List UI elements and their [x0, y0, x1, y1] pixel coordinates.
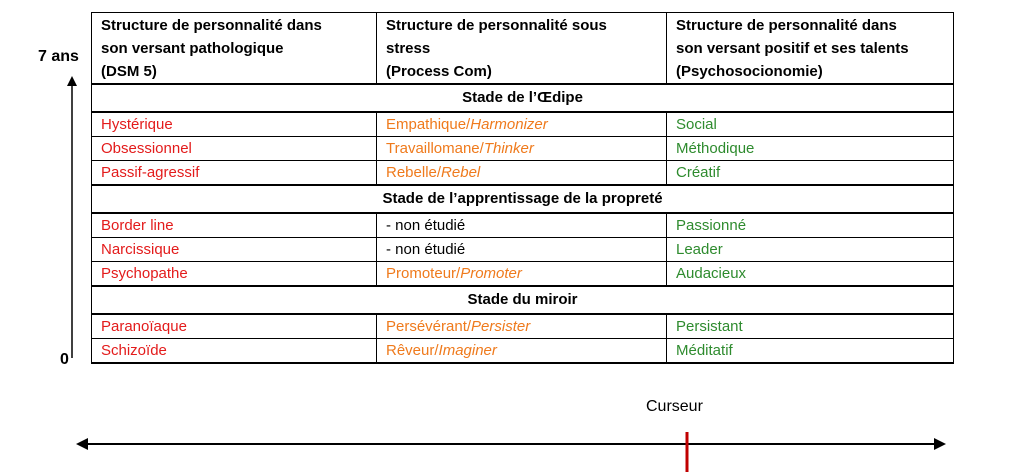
- stress-label-en: Rebel: [441, 164, 481, 181]
- header-line: son versant positif et ses talents: [676, 40, 909, 57]
- cursor-axis: [76, 432, 946, 472]
- pathological-cell: Psychopathe: [92, 262, 377, 287]
- stage-header-row: [92, 286, 954, 314]
- header-stress: [377, 13, 667, 85]
- stage-header-row: [92, 84, 954, 112]
- header-line: Structure de personnalité dans: [676, 17, 897, 34]
- talent-cell: Social: [667, 112, 954, 137]
- pathological-cell: Obsessionnel: [92, 137, 377, 161]
- table-header-row: [92, 13, 954, 85]
- talent-cell: Audacieux: [667, 262, 954, 287]
- talent-cell: Créatif: [667, 161, 954, 186]
- header-line: (DSM 5): [101, 63, 157, 80]
- right-arrow-head: [934, 438, 946, 450]
- pathological-cell: Passif-agressif: [92, 161, 377, 186]
- stress-label-en: Promoter: [460, 265, 522, 282]
- header-line: stress: [386, 40, 431, 57]
- table-row: [92, 339, 954, 364]
- stress-label-en: Thinker: [483, 140, 534, 157]
- header-pathological: [92, 13, 377, 85]
- stress-label-fr: Travaillomane/: [386, 140, 484, 157]
- stage-header-row: [92, 185, 954, 213]
- header-talent: [667, 13, 954, 85]
- personality-structure-table: [91, 12, 954, 364]
- stress-label-en: Harmonizer: [470, 116, 548, 133]
- table-row: [92, 161, 954, 186]
- vertical-age-arrow: [65, 76, 79, 358]
- pathological-cell: Hystérique: [92, 112, 377, 137]
- stress-label-en: Imaginer: [438, 342, 497, 359]
- table-row: [92, 112, 954, 137]
- stress-cell: [377, 213, 667, 238]
- header-line: (Psychosocionomie): [676, 63, 823, 80]
- talent-cell: Méditatif: [667, 339, 954, 364]
- table-row: [92, 262, 954, 287]
- stress-cell: [377, 137, 667, 161]
- stress-label-fr: - non étudié: [386, 217, 466, 234]
- header-line: Structure de personnalité dans: [101, 17, 322, 34]
- talent-cell: Leader: [667, 238, 954, 262]
- stage-title: Stade de l’apprentissage de la propreté: [92, 185, 954, 213]
- header-line: (Process Com): [386, 63, 492, 80]
- table-row: [92, 137, 954, 161]
- stage-title: Stade de l’Œdipe: [92, 84, 954, 112]
- stress-label-fr: Promoteur/: [386, 265, 461, 282]
- cursor-label: Curseur: [646, 398, 703, 415]
- stress-label-fr: Persévérant/: [386, 318, 472, 335]
- stress-label-fr: - non étudié: [386, 241, 466, 258]
- left-arrow-head: [76, 438, 88, 450]
- stress-cell: [377, 161, 667, 186]
- age-bottom-label: 0: [60, 351, 69, 368]
- stress-label-fr: Rêveur/: [386, 342, 439, 359]
- table-row: [92, 238, 954, 262]
- talent-cell: Persistant: [667, 314, 954, 339]
- talent-cell: Passionné: [667, 213, 954, 238]
- talent-cell: Méthodique: [667, 137, 954, 161]
- pathological-cell: Narcissique: [92, 238, 377, 262]
- stress-cell: [377, 262, 667, 287]
- stress-label-fr: Rebelle/: [386, 164, 442, 181]
- stress-cell: [377, 112, 667, 137]
- stress-cell: [377, 314, 667, 339]
- stress-label-fr: Empathique/: [386, 116, 471, 133]
- table-row: [92, 314, 954, 339]
- stress-cell: [377, 238, 667, 262]
- table-row: [92, 213, 954, 238]
- stress-label-en: Persister: [471, 318, 531, 335]
- pathological-cell: Schizoïde: [92, 339, 377, 364]
- stage-title: Stade du miroir: [92, 286, 954, 314]
- pathological-cell: Paranoïaque: [92, 314, 377, 339]
- header-line: son versant pathologique: [101, 40, 284, 57]
- pathological-cell: Border line: [92, 213, 377, 238]
- age-top-label: 7 ans: [38, 48, 79, 65]
- stress-cell: [377, 339, 667, 364]
- header-line: Structure de personnalité sous: [386, 17, 607, 34]
